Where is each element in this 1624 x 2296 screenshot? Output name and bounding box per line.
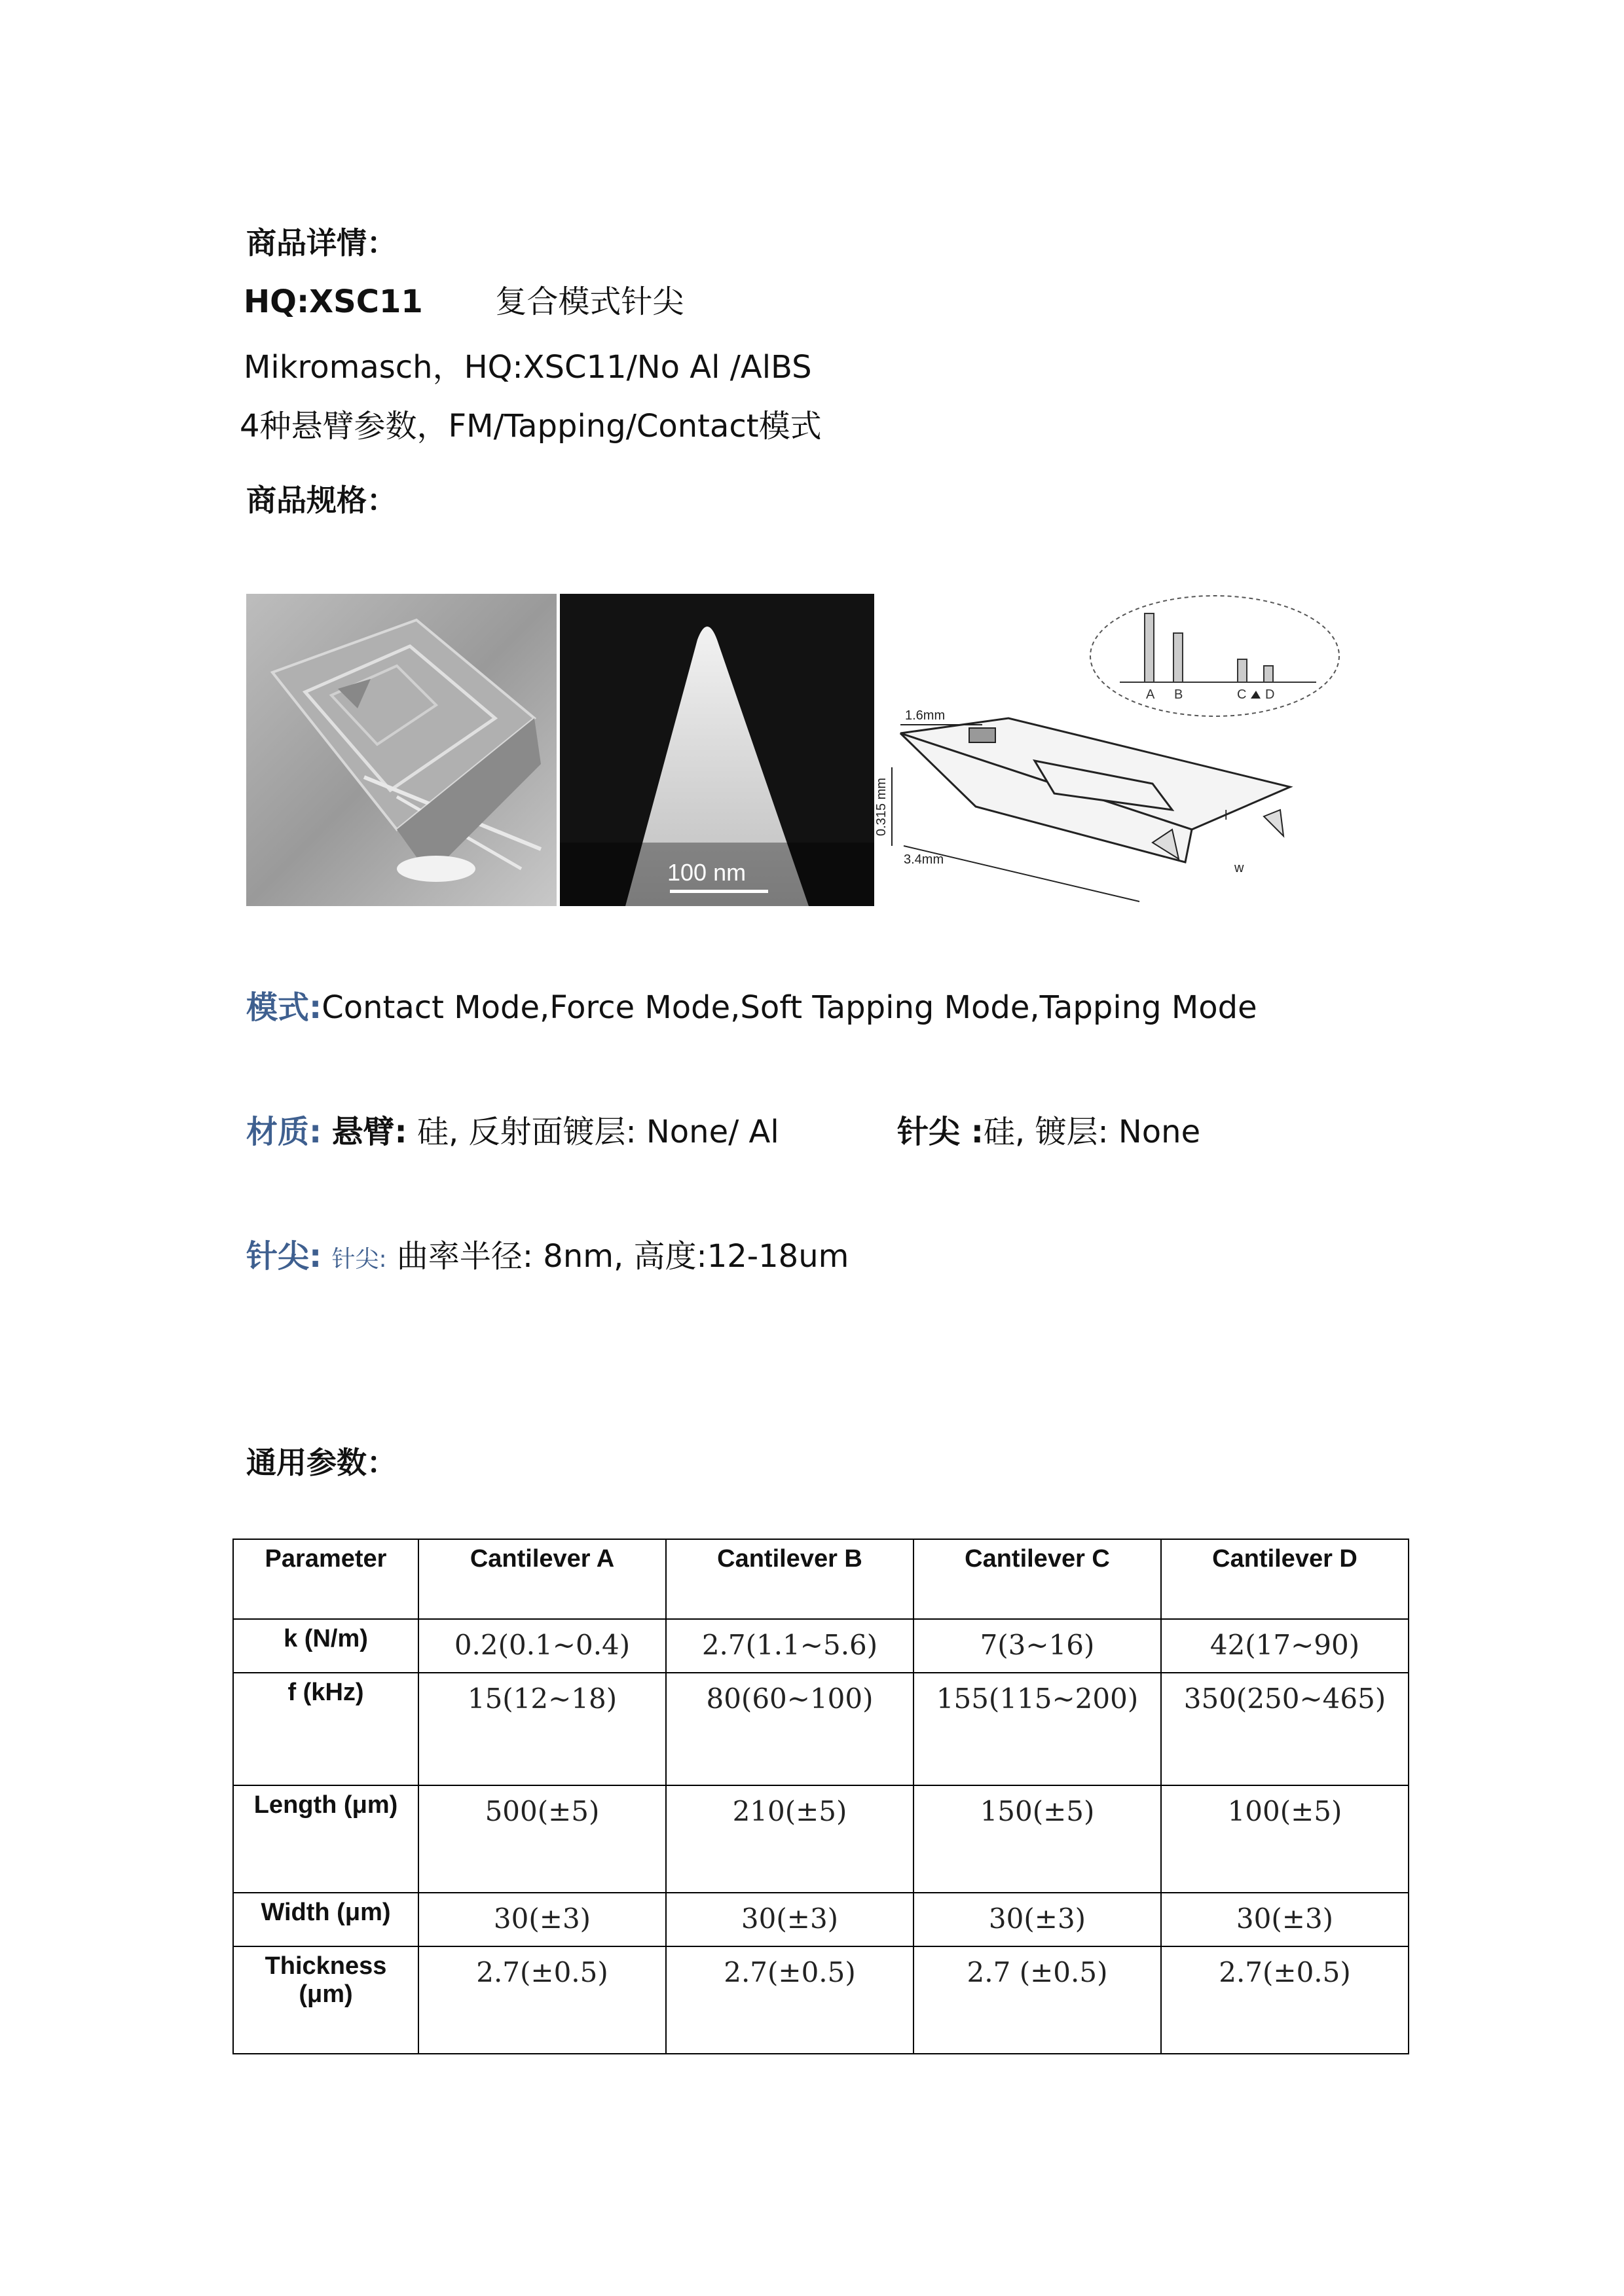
dim-w-label: w [1234,861,1244,875]
table-cell: 80(60~100) [666,1673,913,1785]
product-params-line: 4种悬臂参数，FM/Tapping/Contact模式 [240,408,822,445]
spec-heading: 商品规格： [246,483,397,518]
table-cell: 30(±3) [1161,1893,1409,1946]
table-header: Cantilever B [666,1539,913,1619]
dim-l-label: l [1225,809,1228,823]
scale-bar-label: 100 nm [667,859,747,886]
table-cell: 155(115~200) [913,1673,1161,1785]
table-cell: 30(±3) [666,1893,913,1946]
table-cell: 30(±3) [418,1893,666,1946]
cantilever-diagram [874,594,1349,906]
mode-line [246,982,1257,1027]
dim-length-label: 3.4mm [904,852,944,867]
material-line [246,1106,779,1152]
tip-material-label: 针尖 : [897,1114,984,1150]
table-cell: 150(±5) [913,1785,1161,1893]
product-details-heading: 商品详情： [246,225,397,261]
table-cell: 350(250~465) [1161,1673,1409,1785]
tip-sem-image [560,594,874,906]
params-table [232,1539,1409,2054]
table-cell: 100(±5) [1161,1785,1409,1893]
tip-material-value: 硅, 镀层: None [983,1114,1201,1150]
label-c: C [1237,687,1247,702]
table-header-row [233,1539,1409,1619]
table-cell: 500(±5) [418,1785,666,1893]
table-cell: 15(12~18) [418,1673,666,1785]
product-type: 复合模式针尖 [495,283,684,320]
mode-label: 模式: [246,989,322,1026]
tip-sub-label: 针尖: [331,1246,387,1273]
table-row [233,1673,1409,1785]
tip-label: 针尖: [246,1238,322,1275]
table-row [233,1946,1409,2054]
table-header: Cantilever A [418,1539,666,1619]
table-row [233,1785,1409,1893]
label-a: A [1146,687,1155,702]
table-cell: 210(±5) [666,1785,913,1893]
cantilever-sem-image [246,594,557,906]
scale-bar [670,890,768,893]
table-cell: 2.7(±0.5) [666,1946,913,2054]
dim-height-label: 0.315 mm [874,778,889,836]
mode-value: Contact Mode,Force Mode,Soft Tapping Mode,Tapping Mode [322,989,1257,1026]
table-cell: 2.7(±0.5) [418,1946,666,2054]
table-header: Cantilever D [1161,1539,1409,1619]
table-cell: 2.7(1.1~5.6) [666,1619,913,1673]
tip-line [246,1231,849,1276]
table-cell: 2.7 (±0.5) [913,1946,1161,2054]
table-cell: 7(3~16) [913,1619,1161,1673]
row-label: k (N/m) [233,1619,418,1673]
row-label: Width (μm) [233,1893,418,1946]
table-header: Cantilever C [913,1539,1161,1619]
tip-material-line [897,1106,1200,1152]
table-cell: 30(±3) [913,1893,1161,1946]
product-brand-line: Mikromasch，HQ:XSC11/No Al /AlBS [244,349,812,386]
general-params-heading: 通用参数： [246,1445,397,1480]
row-label: Length (μm) [233,1785,418,1893]
table-cell: 42(17~90) [1161,1619,1409,1673]
table-row [233,1893,1409,1946]
dim-width-label: 1.6mm [905,708,946,723]
product-model: HQ:XSC11 [244,283,423,320]
label-d: D [1265,687,1275,702]
tip-value: 曲率半径: 8nm, 高度:12-18um [396,1238,849,1275]
row-label: f (kHz) [233,1673,418,1785]
cantilever-material-value: 硅, 反射面镀层: None/ Al [416,1114,779,1150]
product-title-line [244,276,684,321]
table-cell: 2.7(±0.5) [1161,1946,1409,2054]
table-row [233,1619,1409,1673]
label-b: B [1174,687,1183,702]
material-label: 材质: [246,1114,322,1150]
cantilever-material-label: 悬臂: [331,1114,407,1150]
table-cell: 0.2(0.1~0.4) [418,1619,666,1673]
table-header: Parameter [233,1539,418,1619]
row-label: Thickness (μm) [233,1946,418,2054]
